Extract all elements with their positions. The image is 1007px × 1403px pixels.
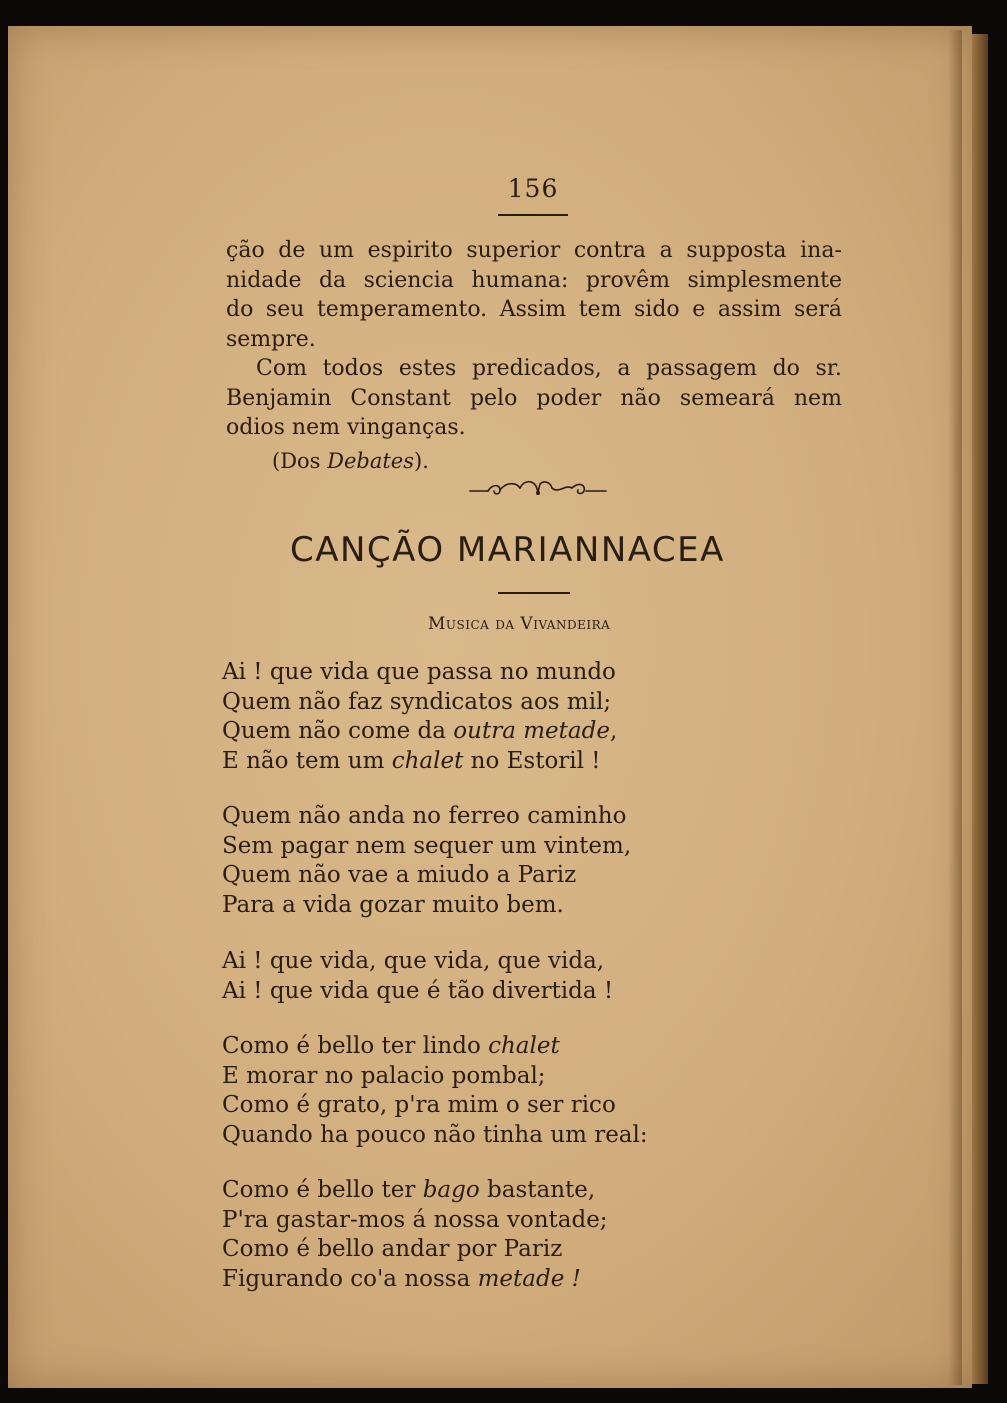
prose-word: temperamento. <box>316 297 488 322</box>
prose-word: nem <box>291 415 347 440</box>
verse-line: Ai ! que vida que passa no mundo <box>222 659 616 685</box>
source-title: Debates <box>327 449 414 473</box>
prose-word: nem <box>793 385 842 411</box>
prose-line <box>226 236 842 266</box>
prose-word: espirito <box>367 238 453 263</box>
prose-word: supposta <box>686 238 787 263</box>
prose-word: contra <box>573 238 647 263</box>
prose-word: sciencia <box>363 267 454 293</box>
prose-word: provêm <box>585 267 671 293</box>
prose-word: estes <box>398 356 457 381</box>
prose-word: seu <box>265 297 305 322</box>
prose-word: a <box>617 356 631 381</box>
title-rule <box>498 592 570 594</box>
prose-line <box>226 325 842 355</box>
verse-line: Como é grato, p'ra mim o ser rico <box>222 1092 616 1118</box>
prose-word: será <box>794 297 842 322</box>
prose-word: não <box>620 385 661 411</box>
prose-word: do <box>226 297 254 322</box>
prose-word: e <box>692 297 706 322</box>
prose-word: vinganças. <box>346 415 466 440</box>
prose-line <box>226 413 842 443</box>
prose-word: um <box>319 238 355 263</box>
prose-word: da <box>318 267 347 293</box>
prose-word: todos <box>322 356 384 381</box>
prose-word: pelo <box>469 385 518 411</box>
page-number-rule <box>498 214 568 216</box>
verse-line: Como é bello ter lindo chalet <box>222 1033 560 1059</box>
verse-line: Ai ! que vida, que vida, que vida, <box>222 948 605 974</box>
source-open: (Dos <box>272 449 328 473</box>
prose-word: a <box>659 238 673 263</box>
stanza-5 <box>222 1176 608 1294</box>
prose-paragraph <box>226 236 842 443</box>
page-fold-shadow <box>948 30 962 1385</box>
verse-line: Sem pagar nem sequer um vintem, <box>222 832 632 859</box>
prose-word: poder <box>536 385 602 411</box>
verse-line: E não tem um chalet no Estoril ! <box>222 747 601 774</box>
song-title: CANÇÃO MARIANNACEA <box>290 530 725 570</box>
verse-line: P'ra gastar-mos á nossa vontade; <box>222 1206 608 1233</box>
ornament-icon <box>468 478 608 500</box>
prose-word: Com <box>256 356 307 381</box>
stanza-4 <box>222 1032 648 1150</box>
prose-line <box>226 354 842 384</box>
prose-word: sido <box>634 297 680 322</box>
prose-word: semeará <box>679 385 775 411</box>
prose-word: do <box>772 356 800 381</box>
verse-line: Quem não vae a miudo a Pariz <box>222 862 577 888</box>
verse-line: Quem não faz syndicatos aos mil; <box>222 688 612 715</box>
prose-word: odios <box>226 415 292 440</box>
prose-word: de <box>278 238 306 263</box>
prose-word: predicados, <box>471 356 602 381</box>
source-citation <box>272 447 429 475</box>
page-number: 156 <box>507 174 559 203</box>
prose-line <box>226 295 842 325</box>
prose-word: Constant <box>350 385 451 411</box>
verse-line: Para a vida gozar muito bem. <box>222 891 564 918</box>
prose-word: nidade <box>226 267 302 293</box>
prose-word: humana: <box>471 267 569 293</box>
prose-word: superior <box>466 238 561 263</box>
verse-line: Figurando co'a nossa metade ! <box>222 1265 581 1292</box>
prose-word: sr. <box>815 356 842 381</box>
prose-word: Benjamin <box>226 385 332 411</box>
prose-line <box>226 384 842 414</box>
verse-line: Ai ! que vida que é tão divertida ! <box>222 977 614 1004</box>
prose-word: ção <box>226 238 265 263</box>
prose-line <box>226 266 842 296</box>
prose-word: tem <box>578 297 622 322</box>
stanza-2 <box>222 802 631 920</box>
verse-line: Quem não anda no ferreo caminho <box>222 803 627 829</box>
prose-word: Assim <box>499 297 567 322</box>
verse-line: Como é bello andar por Pariz <box>222 1236 563 1262</box>
prose-word: assim <box>717 297 782 322</box>
verse-line: E morar no palacio pombal; <box>222 1062 546 1089</box>
verse-line: Como é bello ter bago bastante, <box>222 1177 596 1203</box>
song-subtitle: Musica da Vivandeira <box>428 614 611 634</box>
verse-line: Quem não come da outra metade, <box>222 718 618 744</box>
source-close: ). <box>414 449 429 473</box>
prose-word: ina- <box>800 238 842 263</box>
stanza-3 <box>222 947 613 1006</box>
prose-word: sempre. <box>226 326 316 352</box>
verse-line: Quando ha pouco não tinha um real: <box>222 1121 648 1148</box>
prose-word: passagem <box>646 356 757 381</box>
prose-word: simplesmente <box>687 267 842 293</box>
stanza-1 <box>222 658 617 776</box>
